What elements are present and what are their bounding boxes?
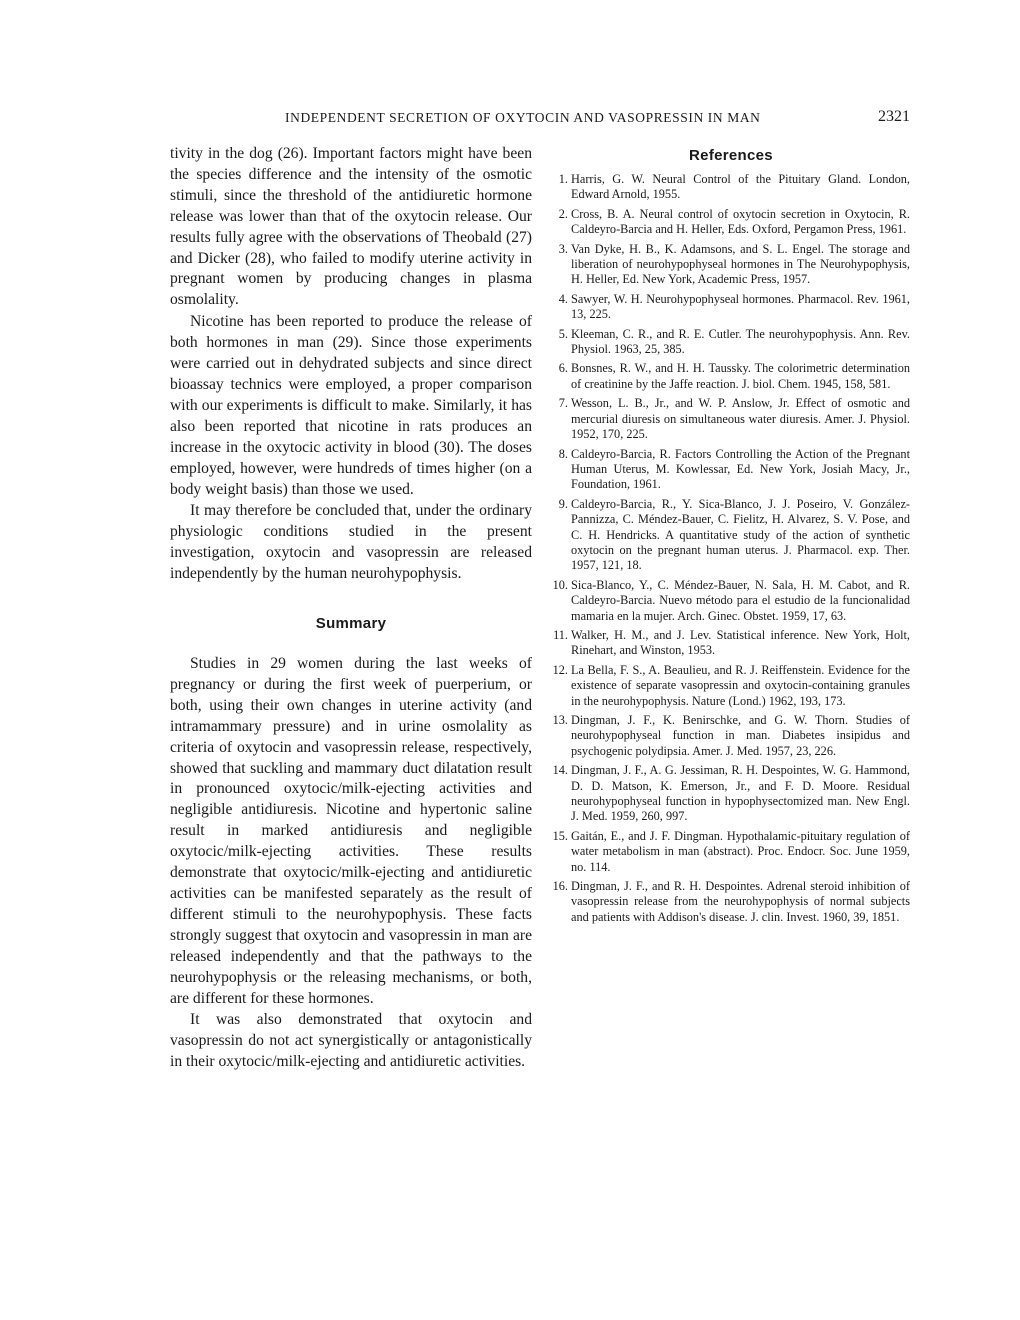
reference-number: 9. — [558, 496, 568, 511]
reference-text: La Bella, F. S., A. Beaulieu, and R. J. Reiffenstein. Evidence for the existence of separate vasopressin and oxytocin-containing granules in the neurohypophysis. Nature (Lond.) 1962, 193, 173. — [571, 662, 910, 708]
reference-number: 8. — [558, 446, 568, 461]
summary-paragraph: Studies in 29 women during the last weeks of pregnancy or during the first week of puerperium, or both, using their own changes in uterine activity (and intramammary pressure) and in urine osmolality as criteria of oxytocin and vasopressin release, respectively, showed that suckling and mammary duct dilatation result in pronounced oxytocic/milk-ejecting activities and negligible antidiuresis. Nicotine and hypertonic saline result in marked antidiuresis and negligible oxytocic/milk-ejecting activities. These results demonstrate that oxytocic/milk-ejecting and antidiuretic activities can be manifested separately as the result of different stimuli to the neurohypophysis. These facts strongly suggest that oxytocin and vasopressin in man are released independently and that the pathways to the neurohypophysis or the releasing mechanisms, or both, are different for these hormones. — [170, 655, 532, 1007]
page-header — [170, 108, 910, 132]
reference-text: Bonsnes, R. W., and H. H. Taussky. The colorimetric determination of creatinine by the Jaffe reaction. J. biol. Chem. 1945, 158, 581. — [571, 361, 910, 391]
reference-text: Wesson, L. B., Jr., and W. P. Anslow, Jr. Effect of osmotic and mercurial diuresis on simultaneous water diuresis. Amer. J. Physiol. 1952, 170, 225. — [571, 396, 910, 442]
running-head: INDEPENDENT SECRETION OF OXYTOCIN AND VASOPRESSIN IN MAN — [285, 110, 761, 125]
reference-text: Kleeman, C. R., and R. E. Cutler. The neurohypophysis. Ann. Rev. Physiol. 1963, 25, 385. — [571, 326, 910, 357]
summary-paragraph: It was also demonstrated that oxytocin and vasopressin do not act synergistically or antagonistically in their oxytocic/milk-ejecting and antidiuretic activities. — [170, 1011, 532, 1071]
reference-item — [552, 396, 910, 442]
reference-text: Walker, H. M., and J. Lev. Statistical inference. New York, Holt, Rinehart, and Winston, 1953. — [571, 627, 910, 658]
reference-item — [552, 628, 910, 659]
reference-list — [552, 172, 910, 925]
reference-number: 2. — [558, 206, 568, 221]
references-heading: References — [689, 147, 773, 164]
reference-number: 7. — [558, 396, 568, 411]
body-paragraph: Nicotine has been reported to produce the release of both hormones in man (29). Since those experiments were carried out in dehydrated subjects and since direct bioassay technics were employed, a proper comparison with our experiments is difficult to make. Similarly, it has also been reported that nicotine in rats produces an increase in the oxytocic activity in blood (30). The doses employed, however, were hundreds of times higher (on a body weight basis) than those we used. — [170, 313, 532, 498]
page-number: 2321 — [878, 108, 910, 125]
reference-item — [552, 829, 910, 875]
reference-number: 6. — [558, 361, 568, 376]
reference-text: Sawyer, W. H. Neurohypophyseal hormones. Pharmacol. Rev. 1961, 13, 225. — [571, 291, 910, 322]
reference-item — [552, 763, 910, 825]
reference-number: 1. — [558, 172, 568, 186]
reference-text: Dingman, J. F., A. G. Jessiman, R. H. Despointes, W. G. Hammond, D. D. Matson, K. Emerson, Jr., and F. D. Moore. Residual neurohypophyseal function in hypophysectomized man. New Engl. J. Med. 1959, 260, 997. — [571, 763, 910, 824]
body-paragraph: tivity in the dog (26). Important factors might have been the species difference and the intensity of the osmotic stimuli, since the threshold of the antidiuretic hormone release was lower than that of the oxytocin release. Our results fully agree with the observations of Theobald (27) and Dicker (28), who failed to modify uterine activity in pregnant women by producing changes in plasma osmolality. — [170, 145, 532, 309]
reference-number: 13. — [552, 713, 568, 727]
reference-item — [552, 663, 910, 709]
reference-item — [552, 713, 910, 759]
reference-item — [552, 361, 910, 392]
reference-item — [552, 172, 910, 203]
reference-number: 11. — [553, 627, 568, 642]
reference-number: 15. — [552, 828, 568, 843]
reference-text: Harris, G. W. Neural Control of the Pituitary Gland. London, Edward Arnold, 1955. — [571, 172, 910, 202]
body-paragraph: It may therefore be concluded that, under the ordinary physiologic conditions studied in the present investigation, oxytocin and vasopressin are released independently by the human neurohypophysis. — [170, 502, 532, 583]
reference-number: 3. — [558, 241, 568, 256]
reference-text: Van Dyke, H. B., K. Adamsons, and S. L. Engel. The storage and liberation of neurohypophyseal hormones in The Neurohypophysis, H. Heller, Ed. New York, Academic Press, 1957. — [571, 241, 910, 287]
reference-text: Dingman, J. F., K. Benirschke, and G. W. Thorn. Studies of neurohypophyseal function in man. Diabetes insipidus and psychogenic polydipsia. Amer. J. Med. 1957, 23, 226. — [571, 713, 910, 758]
reference-text: Caldeyro-Barcia, R., Y. Sica-Blanco, J. J. Poseiro, V. González-Pannizza, C. Méndez-Bauer, C. Fielitz, H. Alvarez, S. V. Pose, and C. H. Hendricks. A quantitative study of the action of synthetic oxytocin on the pregnant human uterus. J. Pharmacol. exp. Ther. 1957, 121, 18. — [571, 496, 910, 573]
reference-item — [552, 292, 910, 323]
reference-item — [552, 327, 910, 358]
reference-number: 14. — [552, 763, 568, 778]
reference-item — [552, 447, 910, 493]
right-column — [552, 144, 910, 929]
reference-text: Gaitán, E., and J. F. Dingman. Hypothalamic-pituitary regulation of water metabolism in man (abstract). Proc. Endocr. Soc. June 1959, no. 114. — [571, 828, 910, 874]
reference-item — [552, 578, 910, 624]
reference-number: 10. — [552, 577, 568, 592]
reference-text: Dingman, J. F., and R. H. Despointes. Adrenal steroid inhibition of vasopressin release from the neurohypophysis of normal subjects and patients with Addison's disease. J. clin. Invest. 1960, 39, 1851. — [571, 879, 910, 924]
reference-number: 4. — [558, 291, 568, 306]
summary-heading: Summary — [315, 615, 387, 633]
left-column — [170, 144, 532, 1073]
reference-text: Sica-Blanco, Y., C. Méndez-Bauer, N. Sala, H. M. Cabot, and R. Caldeyro-Barcia. Nuevo método para el estudio de la funcionalidad mamaria en la mujer. Arch. Ginec. Obstet. 1959, 17, 63. — [571, 577, 910, 623]
reference-item — [552, 497, 910, 574]
reference-text: Caldeyro-Barcia, R. Factors Controlling the Action of the Pregnant Human Uterus, M. Kowlessar, Ed. New York, Josiah Macy, Jr., Foundation, 1961. — [571, 446, 910, 492]
reference-item — [552, 242, 910, 288]
reference-number: 12. — [552, 662, 568, 677]
reference-item — [552, 879, 910, 925]
reference-item — [552, 207, 910, 238]
reference-number: 5. — [558, 326, 568, 341]
reference-text: Cross, B. A. Neural control of oxytocin secretion in Oxytocin, R. Caldeyro-Barcia and H. Heller, Eds. Oxford, Pergamon Press, 1961. — [571, 206, 910, 237]
reference-number: 16. — [552, 879, 568, 894]
